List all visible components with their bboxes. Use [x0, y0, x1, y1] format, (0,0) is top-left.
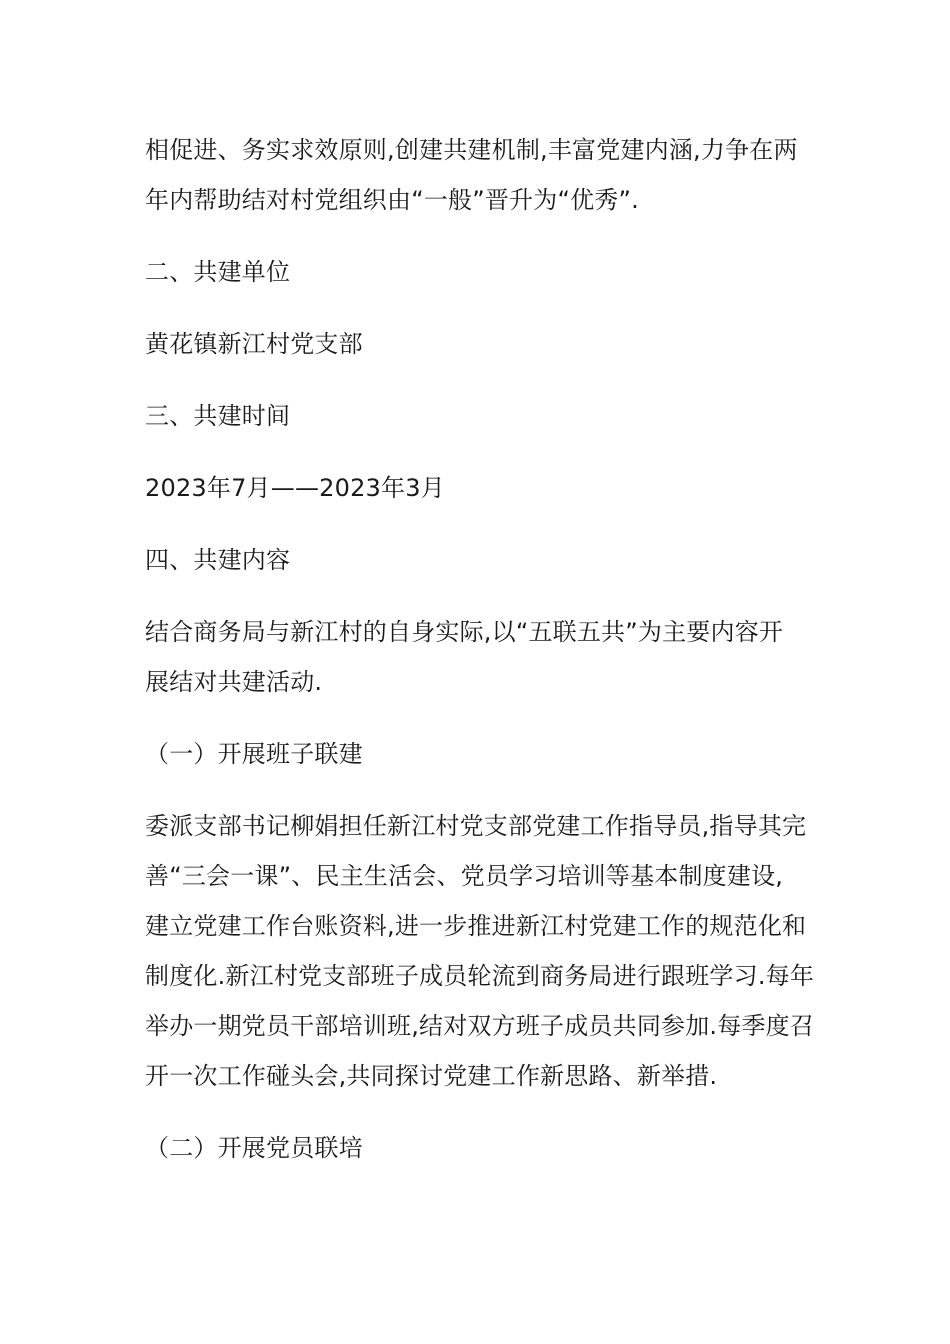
- body-text-line: 相促进、务实求效原则,创建共建机制,丰富党建内涵,力争在两: [145, 136, 798, 164]
- body-text-line: 2023年7月——2023年3月: [145, 474, 445, 502]
- section-heading: 四、共建内容: [145, 546, 291, 574]
- subsection-heading: （二）开展党员联培: [145, 1134, 363, 1162]
- body-text-line: 善“三会一课”、民主生活会、党员学习培训等基本制度建设,: [145, 862, 784, 890]
- body-text-line: 展结对共建活动.: [145, 668, 323, 696]
- section-heading: 二、共建单位: [145, 258, 291, 286]
- body-text-line: 开一次工作碰头会,共同探讨党建工作新思路、新举措.: [145, 1062, 718, 1090]
- body-text-line: 结合商务局与新江村的自身实际,以“五联五共”为主要内容开: [145, 618, 784, 646]
- body-text-line: 委派支部书记柳娟担任新江村党支部党建工作指导员,指导其完: [145, 812, 807, 840]
- body-text-line: 举办一期党员干部培训班,结对双方班子成员共同参加.每季度召: [145, 1012, 815, 1040]
- section-heading: 三、共建时间: [145, 402, 291, 430]
- body-text-line: 建立党建工作台账资料,进一步推进新江村党建工作的规范化和: [145, 912, 807, 940]
- body-text-line: 黄花镇新江村党支部: [145, 330, 363, 358]
- body-text-line: 年内帮助结对村党组织由“一般”晋升为“优秀”.: [145, 186, 639, 214]
- subsection-heading: （一）开展班子联建: [145, 740, 363, 768]
- body-text-line: 制度化.新江村党支部班子成员轮流到商务局进行跟班学习.每年: [145, 962, 815, 990]
